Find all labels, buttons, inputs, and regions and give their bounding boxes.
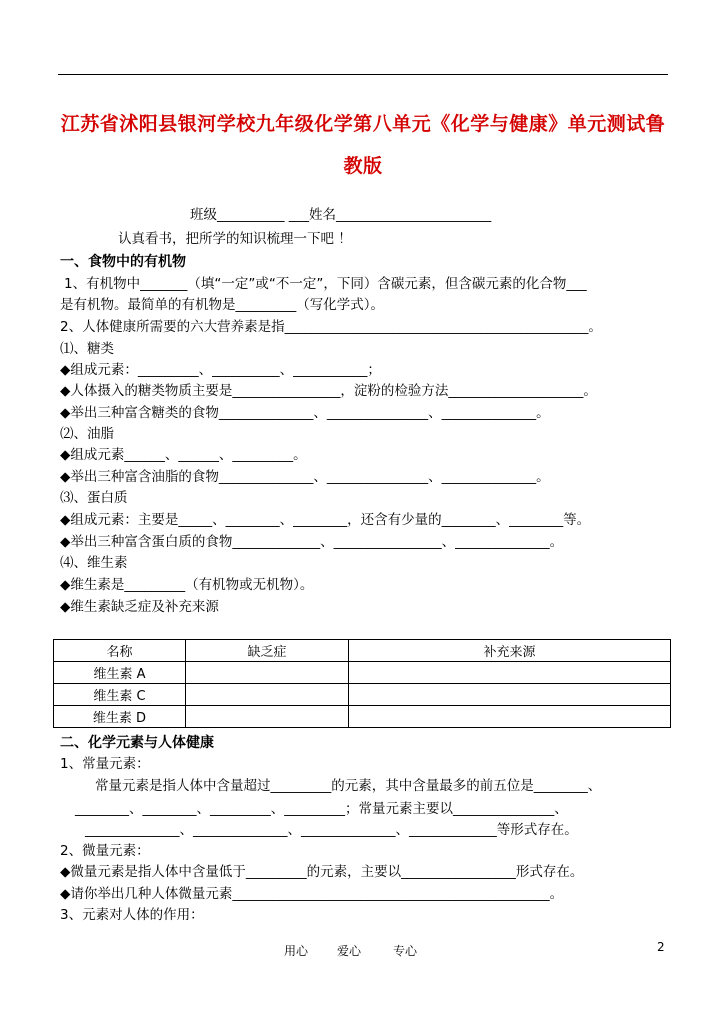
- footer-motto-2: 爱心: [337, 944, 362, 958]
- sugar-intake: ◆人体摄入的糖类物质主要是________________，淀粉的检验方法____________________。: [60, 383, 597, 399]
- q1-line2: 是有机物。最简单的有机物是_________（写化学式）。: [60, 297, 384, 313]
- table-header-row: [54, 640, 671, 662]
- protein-elements: ◆组成元素：主要是_____、________、________，还含有少量的________、________等。: [60, 512, 591, 528]
- protein-foods: ◆举出三种富含蛋白质的食物_____________、________________、______________。: [60, 534, 564, 550]
- document-title-line2: 教版: [343, 155, 383, 177]
- table-cell: 维生素 A: [54, 662, 186, 684]
- fat-elements: ◆组成元素______、______、_________。: [60, 447, 307, 463]
- table-row: [54, 684, 671, 706]
- table-cell[interactable]: [349, 706, 671, 728]
- fat-foods: ◆举出三种富含油脂的食物______________、_______________、______________。: [60, 469, 550, 485]
- sugar-foods: ◆举出三种富含糖类的食物______________、_______________、______________。: [60, 405, 550, 421]
- macro-heading: 1、常量元素：: [60, 756, 150, 772]
- table-header-cell: 补充来源: [349, 640, 671, 662]
- page-number: 2: [657, 940, 665, 954]
- effect-heading: 3、元素对人体的作用：: [60, 907, 204, 923]
- macro-line3: ______________、______________、______________、_____________等形式存在。: [85, 822, 578, 838]
- macro-line1: 常量元素是指人体中含量超过_________的元素，其中含量最多的前五位是________、: [95, 778, 602, 794]
- footer-motto-3: 专心: [393, 944, 418, 958]
- header-rule: [58, 74, 668, 75]
- vitamin-deficiency: ◆维生素缺乏症及补充来源: [60, 599, 219, 615]
- vitamin-heading: ⑷、维生素: [60, 555, 128, 571]
- intro-text: 认真看书，把所学的知识梳理一下吧 ！: [118, 231, 352, 247]
- class-name-line: 班级__________ ___姓名_______________________: [190, 207, 492, 223]
- micro-line2: ◆请你举出几种人体微量元素_______________________________________________。: [60, 886, 564, 902]
- table-cell[interactable]: [186, 706, 349, 728]
- table-row: [54, 706, 671, 728]
- q1-line1: 1、有机物中_______（填“一定”或“不一定”，下同）含碳元素，但含碳元素的化合物___: [64, 276, 587, 292]
- micro-line1: ◆微量元素是指人体中含量低于_________的元素，主要以_________________形式存在。: [60, 864, 584, 880]
- section2-heading: 二、化学元素与人体健康: [60, 735, 214, 751]
- document-title-line1: 江苏省沭阳县银河学校九年级化学第八单元《化学与健康》单元测试鲁: [60, 113, 666, 135]
- table-cell[interactable]: [186, 662, 349, 684]
- q2-line: 2、人体健康所需要的六大营养素是指_____________________________________________。: [60, 319, 602, 335]
- table-cell: 维生素 C: [54, 684, 186, 706]
- fat-heading: ⑵、油脂: [60, 426, 114, 442]
- vitamin-table: [53, 639, 671, 728]
- table-cell[interactable]: [349, 684, 671, 706]
- section1-heading: 一、食物中的有机物: [60, 254, 186, 270]
- table-header-cell: 名称: [54, 640, 186, 662]
- footer-motto-1: 用心: [284, 944, 309, 958]
- sugar-elements: ◆组成元素：_________、__________、___________；: [60, 362, 381, 378]
- table-cell[interactable]: [186, 684, 349, 706]
- macro-line2: ________、________、_________、_________；常量元素主要以_______________、: [75, 801, 568, 817]
- table-cell[interactable]: [349, 662, 671, 684]
- table-header-cell: 缺乏症: [186, 640, 349, 662]
- protein-heading: ⑶、蛋白质: [60, 490, 128, 506]
- table-row: [54, 662, 671, 684]
- sugar-heading: ⑴、糖类: [60, 341, 114, 357]
- vitamin-type: ◆维生素是_________（有机物或无机物）。: [60, 577, 314, 593]
- table-cell: 维生素 D: [54, 706, 186, 728]
- micro-heading: 2、微量元素：: [60, 843, 150, 859]
